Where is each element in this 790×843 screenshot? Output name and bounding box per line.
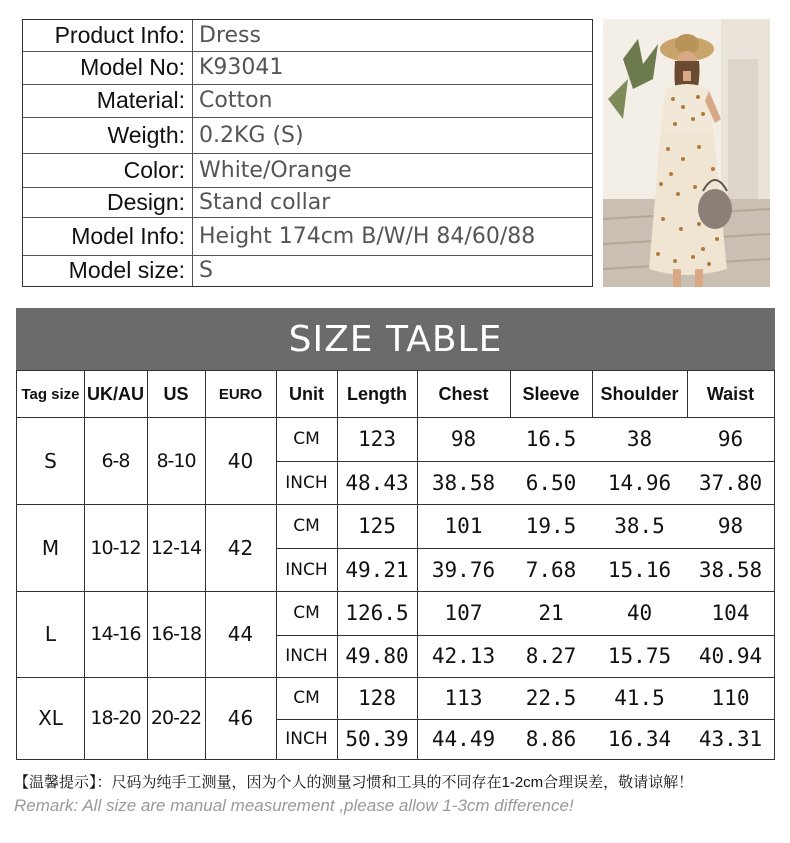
- info-value: Dress: [199, 23, 261, 48]
- inch-sleeve: 6.50: [525, 470, 577, 495]
- header-euro: EURO: [218, 385, 263, 403]
- unit-cm: CM: [293, 603, 320, 623]
- size-us: 16-18: [150, 623, 202, 645]
- inch-shoulder: 15.16: [607, 557, 672, 582]
- size-tag: S: [44, 448, 57, 473]
- size-euro: 46: [227, 706, 254, 730]
- unit-cm: CM: [293, 516, 320, 536]
- chinese-note: 【温馨提示】：尺码为纯手工测量，因为个人的测量习惯和工具的不同存在1-2cm合理误差，敬请谅解！: [14, 774, 694, 791]
- header-uk-au: UK/AU: [87, 383, 144, 404]
- cm-chest: 107: [444, 601, 483, 625]
- info-value: White/Orange: [199, 157, 352, 183]
- info-value: Stand collar: [199, 189, 331, 215]
- inch-chest: 39.76: [431, 557, 496, 582]
- inch-shoulder: 15.75: [607, 644, 672, 668]
- size-euro: 40: [227, 448, 254, 473]
- info-row-material: [23, 84, 592, 118]
- size-tag: M: [41, 535, 60, 560]
- size-us: 8-10: [156, 449, 196, 472]
- cm-shoulder: 38.5: [614, 514, 665, 538]
- inch-length: 49.80: [345, 644, 409, 668]
- cm-shoulder: 38: [626, 427, 653, 451]
- size-table: [16, 370, 775, 760]
- inch-waist: 37.80: [698, 470, 763, 495]
- inch-waist: 40.94: [698, 644, 763, 668]
- cm-shoulder: 41.5: [614, 686, 665, 710]
- info-row-product: [23, 20, 592, 52]
- unit-inch: INCH: [285, 729, 328, 749]
- info-label: Product Info:: [54, 22, 185, 48]
- inch-sleeve: 7.68: [525, 557, 577, 582]
- unit-cm: CM: [293, 688, 320, 708]
- cm-chest: 98: [450, 427, 477, 451]
- size-us: 12-14: [150, 536, 202, 559]
- inch-chest: 42.13: [431, 644, 496, 668]
- cm-length: 125: [358, 514, 396, 538]
- size-uk: 14-16: [90, 623, 141, 645]
- unit-inch: INCH: [285, 646, 328, 666]
- cm-sleeve: 21: [538, 601, 564, 625]
- cm-waist: 104: [711, 601, 750, 625]
- info-value: S: [199, 258, 213, 283]
- header-us: US: [163, 383, 189, 404]
- unit-inch: INCH: [285, 559, 328, 580]
- cm-chest: 101: [444, 514, 483, 538]
- info-row-design: [23, 187, 592, 218]
- unit-inch: INCH: [285, 472, 328, 493]
- header-sleeve: Sleeve: [522, 383, 580, 404]
- info-label: Model No:: [80, 54, 185, 80]
- inch-length: 48.43: [345, 470, 409, 495]
- size-us: 20-22: [150, 707, 202, 729]
- size-euro: 42: [227, 535, 254, 560]
- info-label: Model size:: [68, 257, 185, 283]
- inch-shoulder: 14.96: [607, 470, 672, 495]
- header-unit: Unit: [289, 383, 324, 404]
- header-tag-size: Tag size: [21, 385, 80, 403]
- inch-waist: 38.58: [698, 557, 763, 582]
- inch-waist: 43.31: [698, 727, 763, 751]
- inch-length: 49.21: [345, 557, 409, 582]
- size-euro: 44: [227, 622, 254, 646]
- cm-sleeve: 22.5: [525, 686, 577, 710]
- size-uk: 6-8: [101, 449, 130, 472]
- cm-waist: 98: [717, 514, 744, 538]
- info-label: Design:: [107, 188, 185, 215]
- info-label: Weigth:: [107, 121, 185, 148]
- info-row-model-no: [23, 51, 592, 85]
- size-tag: XL: [38, 706, 63, 730]
- info-value: Height 174cm B/W/H 84/60/88: [199, 223, 536, 249]
- info-value: Cotton: [199, 88, 273, 113]
- inch-chest: 44.49: [431, 727, 496, 751]
- header-waist: Waist: [706, 383, 755, 404]
- info-label: Color:: [123, 156, 185, 183]
- cm-sleeve: 19.5: [525, 514, 577, 538]
- model-photo-illustration: [603, 19, 770, 287]
- cm-shoulder: 40: [626, 601, 653, 625]
- cm-waist: 96: [717, 427, 744, 451]
- size-uk: 10-12: [90, 536, 141, 559]
- cm-length: 128: [358, 686, 396, 710]
- product-info-table: [22, 19, 593, 287]
- cm-waist: 110: [711, 686, 750, 710]
- cm-length: 126.5: [345, 601, 409, 625]
- cm-chest: 113: [444, 686, 483, 710]
- size-table-title: SIZE TABLE: [16, 308, 775, 370]
- cm-length: 123: [358, 427, 396, 451]
- cm-sleeve: 16.5: [525, 427, 577, 451]
- info-value: 0.2KG (S): [199, 122, 304, 148]
- inch-sleeve: 8.27: [525, 644, 577, 668]
- info-row-weight: [23, 117, 592, 154]
- size-tag: L: [44, 622, 57, 646]
- size-uk: 18-20: [90, 707, 141, 729]
- unit-cm: CM: [293, 429, 320, 449]
- info-label: Material:: [96, 87, 185, 113]
- header-chest: Chest: [438, 383, 489, 404]
- info-row-model-size: [23, 255, 592, 286]
- inch-chest: 38.58: [431, 470, 496, 495]
- info-row-color: [23, 153, 592, 188]
- inch-sleeve: 8.86: [525, 727, 577, 751]
- inch-shoulder: 16.34: [607, 727, 672, 751]
- info-value: K93041: [199, 55, 284, 80]
- remark-text: Remark: All size are manual measurement ,please allow 1-3cm difference!: [14, 796, 574, 815]
- header-length: Length: [347, 383, 407, 404]
- header-shoulder: Shoulder: [600, 383, 679, 404]
- info-row-model-info: [23, 217, 592, 256]
- inch-length: 50.39: [345, 727, 409, 751]
- info-label: Model Info:: [71, 222, 185, 249]
- model-photo: [603, 19, 770, 287]
